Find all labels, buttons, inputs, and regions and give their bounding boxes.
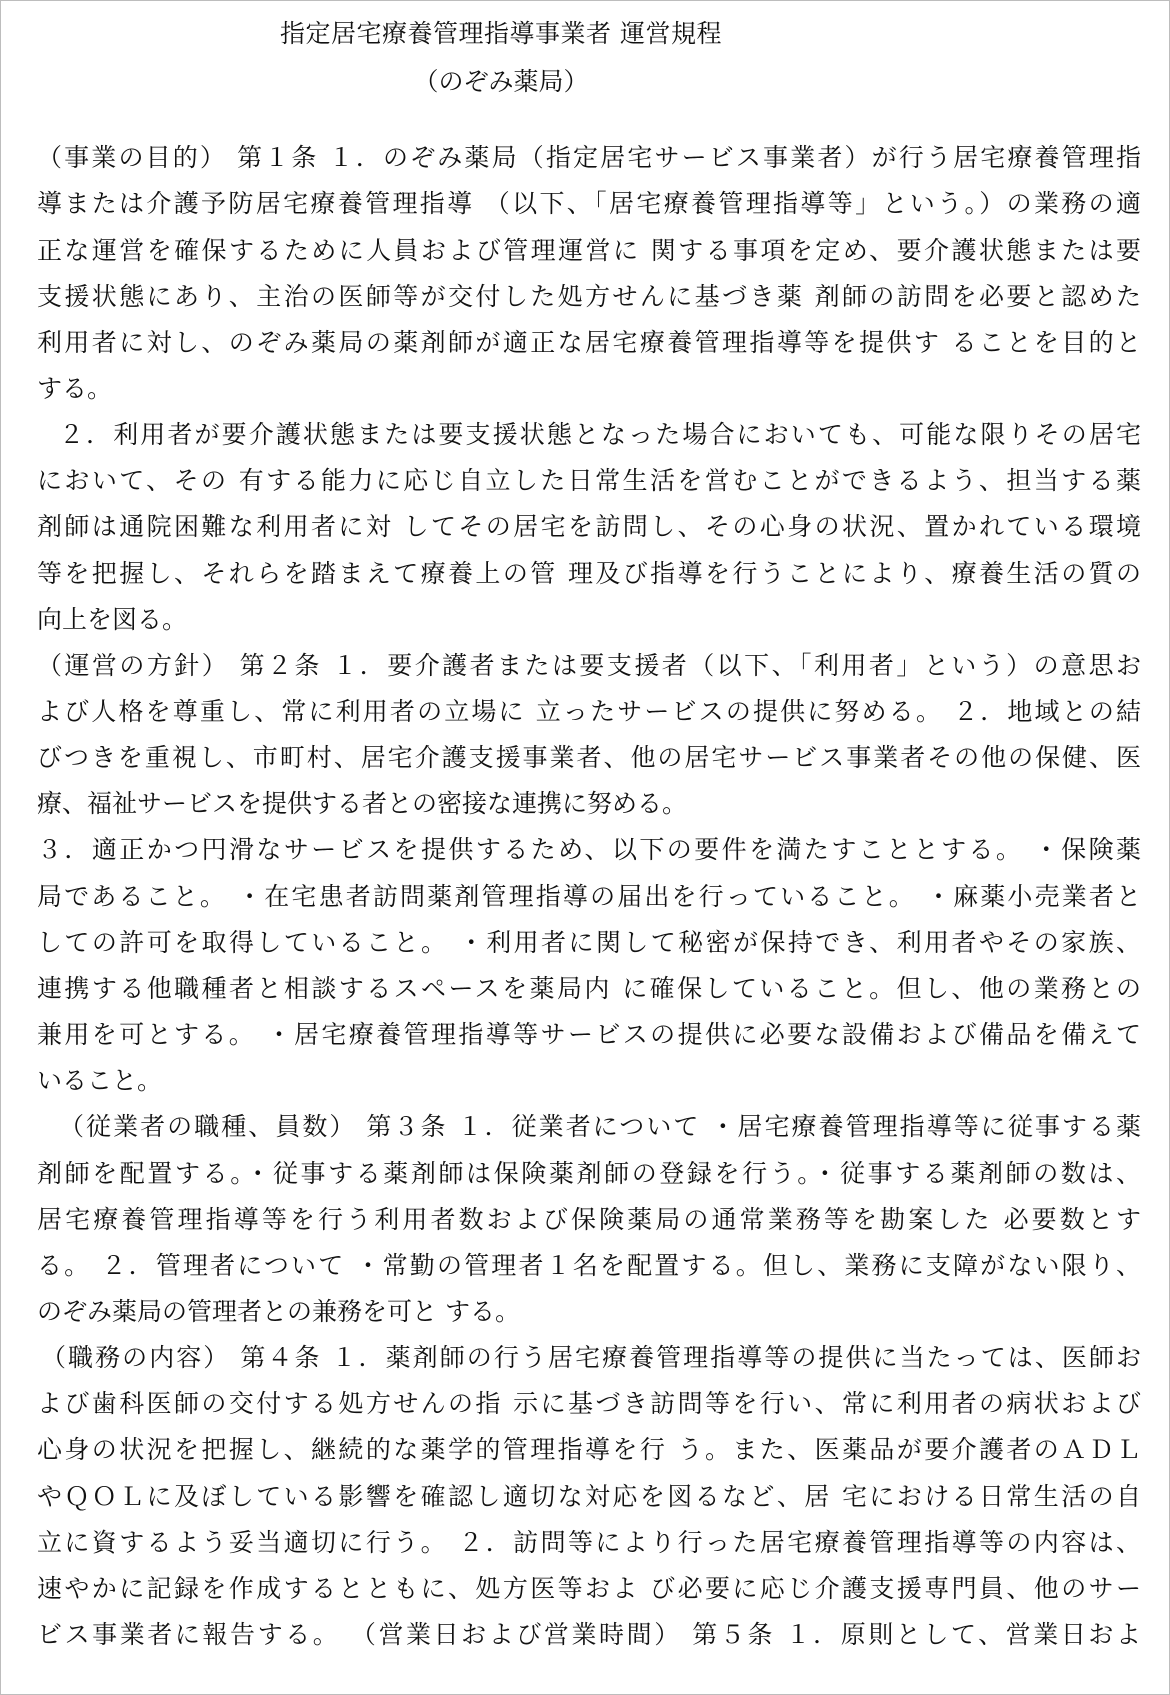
text-line: 速やかに記録を作成するとともに、処方医等およ び必要に応じ介護支援専門員、他のサー [37,1574,1141,1603]
text-line: よび歯科医師の交付する処方せんの指 示に基づき訪問等を行い、常に利用者の病状および [37,1389,1141,1418]
text-line: 利用者に対し、のぞみ薬局の薬剤師が適正な居宅療養管理指導等を提供す ることを目的と [37,328,1141,357]
document-subtitle: （のぞみ薬局） [413,67,589,96]
text-line: 剤師を配置する。・従事する薬剤師は保険薬剤師の登録を行う。・従事する薬剤師の数は、 [37,1159,1141,1188]
document-title: 指定居宅療養管理指導事業者 運営規程 [280,19,722,48]
text-line: 等を把握し、それらを踏まえて療養上の管 理及び指導を行うことにより、療養生活の質の [37,559,1141,588]
text-line: しての許可を取得していること。 ・利用者に関して秘密が保持でき、利用者やその家族、 [37,928,1141,957]
text-line: 支援状態にあり、主治の医師等が交付した処方せんに基づき薬 剤師の訪問を必要と認めた [37,282,1141,311]
text-line: ３．適正かつ円滑なサービスを提供するため、以下の要件を満たすこととする。 ・保険薬 [37,835,1141,864]
text-line: よび人格を尊重し、常に利用者の立場に 立ったサービスの提供に努める。 ２．地域との結 [37,697,1141,726]
text-line: 向上を図る。 [37,605,188,634]
text-line: 正な運営を確保するために人員および管理運営に 関する事項を定め、要介護状態または要 [37,236,1141,265]
text-line: （運営の方針） 第２条 １．要介護者または要支援者（以下、「利用者」という）の意思お [37,651,1141,680]
text-line: やＱＯＬに及ぼしている影響を確認し適切な対応を図るなど、居 宅における日常生活の自 [37,1482,1141,1511]
text-line: 立に資するよう妥当適切に行う。 ２．訪問等により行った居宅療養管理指導等の内容は、 [37,1528,1141,1557]
text-line: 療、福祉サービスを提供する者との密接な連携に努める。 [37,789,688,818]
text-line: いること。 [37,1066,163,1095]
text-line: 導または介護予防居宅療養管理指導 （以下、「居宅療養管理指導等」という。）の業務の適 [37,189,1141,218]
text-line: 兼用を可とする。 ・居宅療養管理指導等サービスの提供に必要な設備および備品を備えて [37,1020,1141,1049]
text-line: ビス事業者に報告する。 （営業日および営業時間） 第５条 １．原則として、営業日およ [37,1620,1141,1649]
text-line: （従業者の職種、員数） 第３条 １．従業者について ・居宅療養管理指導等に従事する薬 [59,1112,1141,1141]
text-line: （事業の目的） 第１条 １．のぞみ薬局（指定居宅サービス事業者）が行う居宅療養管理指 [37,143,1141,172]
text-line: 剤師は通院困難な利用者に対 してその居宅を訪問し、その心身の状況、置かれている環境 [37,512,1141,541]
text-line: 居宅療養管理指導等を行う利用者数および保険薬局の通常業務等を勘案した 必要数とす [37,1205,1141,1234]
text-line: のぞみ薬局の管理者との兼務を可と する。 [37,1297,520,1326]
text-line: ２．利用者が要介護状態または要支援状態となった場合においても、可能な限りその居宅 [59,420,1141,449]
text-line: する。 [37,374,113,403]
text-line: る。 ２．管理者について ・常勤の管理者１名を配置する。但し、業務に支障がない限り、 [37,1251,1141,1280]
text-line: 局であること。 ・在宅患者訪問薬剤管理指導の届出を行っていること。 ・麻薬小売業者と [37,882,1141,911]
text-line: 連携する他職種者と相談するスペースを薬局内 に確保していること。但し、他の業務との [37,974,1141,1003]
text-line: 心身の状況を把握し、継続的な薬学的管理指導を行 う。また、医薬品が要介護者のＡＤＬ [37,1435,1141,1464]
text-line: （職務の内容） 第４条 １．薬剤師の行う居宅療養管理指導等の提供に当たっては、医師お [41,1343,1141,1372]
text-line: びつきを重視し、市町村、居宅介護支援事業者、他の居宅サービス事業者その他の保健、医 [37,743,1141,772]
text-line: において、その 有する能力に応じ自立した日常生活を営むことができるよう、担当する薬 [37,466,1141,495]
